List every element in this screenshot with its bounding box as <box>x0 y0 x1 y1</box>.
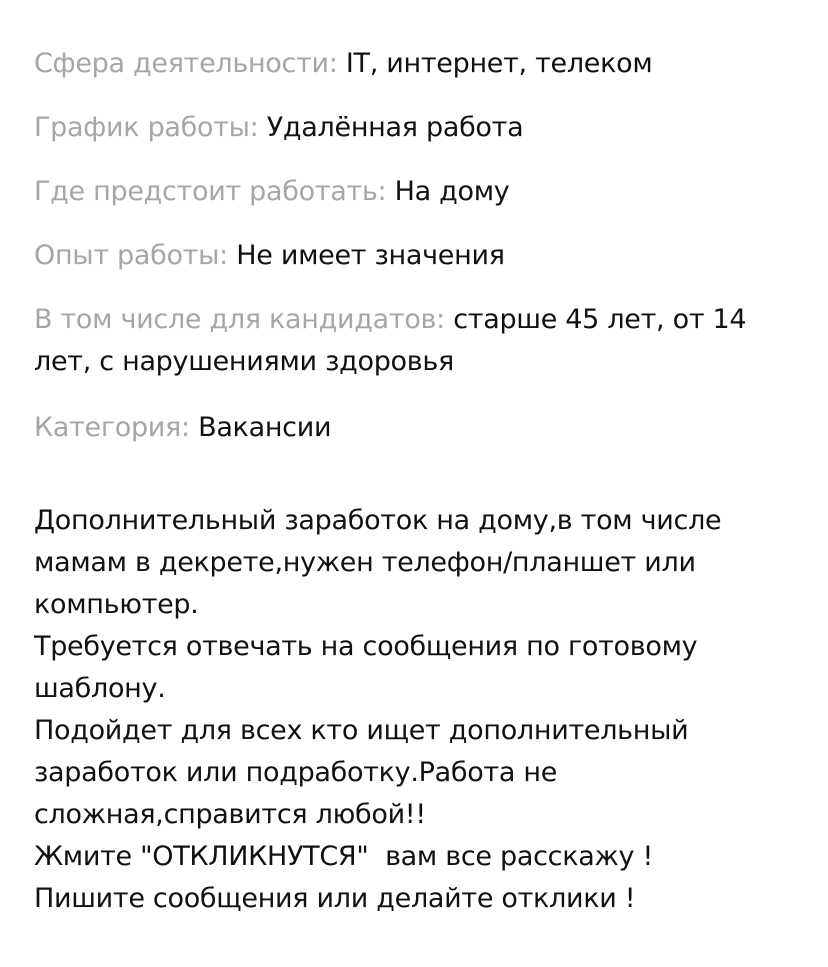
description-line: Требуется отвечать на сообщения по готовому <box>34 631 698 662</box>
param-place-label: Где предстоит работать: <box>34 176 387 207</box>
param-activity-label: Сфера деятельности: <box>34 48 338 79</box>
description-line: Подойдет для всех кто ищет дополнительный <box>34 715 689 746</box>
param-candidates-label: В том числе для кандидатов: <box>34 304 445 335</box>
param-category-value: Вакансии <box>198 412 332 443</box>
param-schedule <box>34 107 523 149</box>
description-line: Дополнительный заработок на дому,в том числе <box>34 505 722 536</box>
description-line: Пишите сообщения или делайте отклики ! <box>34 883 636 914</box>
ad-description <box>34 500 794 920</box>
param-experience-value: Не имеет значения <box>236 240 505 271</box>
param-category-label: Категория: <box>34 412 190 443</box>
description-line: заработок или подработку.Работа не <box>34 757 558 788</box>
param-activity-value: IT, интернет, телеком <box>345 48 653 79</box>
param-candidates <box>34 299 794 383</box>
description-line: шаблону. <box>34 673 166 704</box>
param-schedule-label: График работы: <box>34 112 259 143</box>
param-experience-label: Опыт работы: <box>34 240 228 271</box>
param-activity <box>34 43 652 85</box>
description-line: Жмите "ОТКЛИКНУТСЯ" вам все расскажу ! <box>34 841 653 872</box>
param-place <box>34 171 510 213</box>
description-line: компьютер. <box>34 589 199 620</box>
description-line: сложная,справится любой!! <box>34 799 426 830</box>
param-schedule-value: Удалённая работа <box>266 112 524 143</box>
description-line: мамам в декрете,нужен телефон/планшет или <box>34 547 696 578</box>
param-experience <box>34 235 505 277</box>
param-category <box>34 407 331 449</box>
param-place-value: На дому <box>394 176 510 207</box>
param-candidates-value: старше 45 лет, от 14 лет, с нарушениями здоровья <box>34 304 747 377</box>
